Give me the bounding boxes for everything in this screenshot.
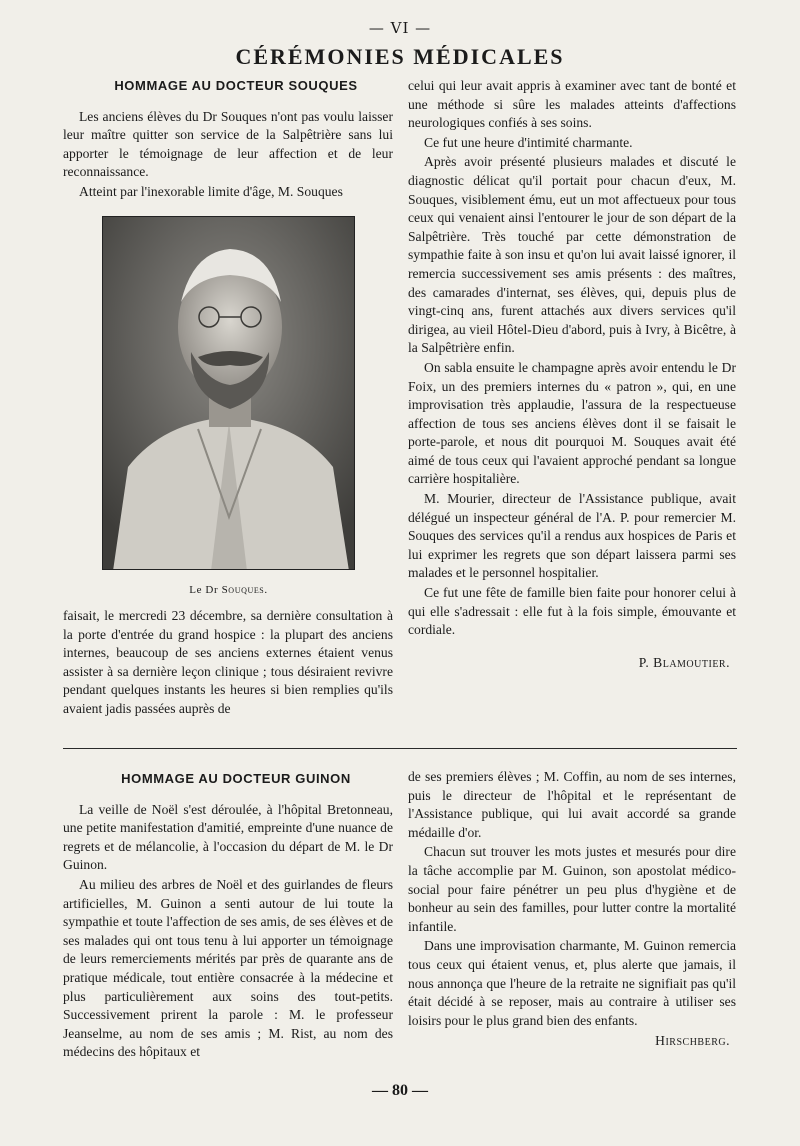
article2-paragraph-4: Dans une improvisation charmante, M. Guinon remercia tous ceux qui étaient venus, et, plus alerte que jamais, il nous annonça que l'heure de la retraite ne signifiait pas qu'il était décidé à se reposer, mais au contraire à utiliser ses loisirs pour le plus grand bien des enfants. <box>408 938 736 1028</box>
article1-paragraph-6: M. Mourier, directeur de l'Assistance publique, avait délégué un inspecteur général de l'A. P. pour remercier M. Souques des services qu'il a rendus aux hospices de Paris et lui exprimer les regrets que son départ laissera parmi ses malades et le personnel hospitalier. <box>408 491 736 581</box>
article1-paragraph-2-cont: faisait, le mercredi 23 décembre, sa dernière consultation à la porte d'entrée du grand hospice : la plupart des anciens internes, beaucoup de ses anciens externes étaient venus assister à sa dernière leçon clinique ; tous désiraient revivre pendant quelques instants les heures si bien remplies qu'ils avaient jadis passées auprès de <box>63 608 393 716</box>
page-folio-top: — VI — <box>368 19 432 37</box>
article1-heading: HOMMAGE AU DOCTEUR SOUQUES <box>114 78 358 93</box>
article1-paragraph-3: Ce fut une heure d'intimité charmante. <box>424 134 633 150</box>
article2-paragraph-2-cont: de ses premiers élèves ; M. Coffin, au nom de ses internes, puis le directeur de l'hôpital et le représentant de l'Assistance publique, qui lui avait accordé sa grande médaille d'or. <box>408 769 736 840</box>
article1-paragraph-2-start: Atteint par l'inexorable limite d'âge, M. Souques <box>79 183 343 199</box>
article1-paragraph-4: Après avoir présenté plusieurs malades et discuté le diagnostic délicat qu'il portait pour chacun d'eux, M. Souques, visiblement ému, eut un mot affectueux pour tous ceux qui venaient ainsi l'entourer le jour de son départ de la Salpêtrière. Très touché par cette démonstration de sympathie faite à son insu et qu'on lui avait laissé ignorer, il remercia successivement ses amis présents : des maîtres, des camarades d'internat, ses élèves, qui, depuis plus de vingt-cinq ans, furent attachés aux divers services qu'il dirigea, au vieil Hôtel-Dieu d'abord, puis à Ivry, à Bicêtre, à la Salpêtrière enfin. <box>408 154 736 356</box>
article2-right-column <box>408 768 736 1051</box>
article1-paragraph-5: On sabla ensuite le champagne après avoir entendu le Dr Foix, un des premiers internes du « patron », qui, en une improvisation très applaudie, l'assura de la respectueuse affection de tous ses anciens élèves dont il se faisait le porte-parole, et nous dit pourquoi M. Souques avait été aimé de tous ceux qui l'avaient approché pendant sa longue carrière hospitalière. <box>408 359 736 487</box>
page-number: — 80 — <box>372 1082 428 1099</box>
caption-name: Souques. <box>221 584 268 596</box>
article2-paragraph-2: Au milieu des arbres de Noël et des guirlandes de fleurs artificielles, M. Guinon a senti autour de lui toute la sympathie et toute l'affection de ses amis, de ses élèves et de ses malades qui ont tous tenu à lui apporter un témoignage de leurs remerciements mérités par près de quarante ans de pratique médicale, tout entière consacrée à la médecine et plus particulièrement aux soins des tout-petits. Successivement prirent la parole : M. le professeur Jeanselme, au nom de ses amis ; M. Rist, au nom des médecins des hôpitaux et <box>63 876 393 1060</box>
article1-paragraph-7: Ce fut une fête de famille bien faite pour honorer celui à qui elle s'adressait : elle fut à la fois simple, émouvante et cordiale. <box>408 585 736 638</box>
article1-paragraph-1: Les anciens élèves du Dr Souques n'ont pas voulu laisser leur maître quitter son service de la Salpêtrière sans lui apporter le témoignage de leur affection et de leur reconnaissance. <box>63 108 393 180</box>
article1-paragraph-2-end: celui qui leur avait appris à examiner avec tant de bonté et une méthode si sûre les malades atteints d'affections neurologiques confiés à ses soins. <box>408 78 736 131</box>
article2-signature: Hirschberg. <box>655 1033 730 1049</box>
caption-prefix: Le Dr <box>189 584 222 596</box>
article-divider <box>63 748 737 749</box>
article2-heading: HOMMAGE AU DOCTEUR GUINON <box>121 771 351 786</box>
article1-right-column <box>408 77 736 672</box>
portrait-caption <box>102 584 355 596</box>
article2-paragraph-1: La veille de Noël s'est déroulée, à l'hôpital Bretonneau, une petite manifestation d'amitié, empreinte d'une nuance de regrets et de mélancolie, à l'occasion du départ de M. le Dr Guinon. <box>63 801 393 873</box>
article1-left-lower <box>63 607 393 719</box>
portrait-photo <box>102 216 355 570</box>
portrait-drawing <box>103 217 355 570</box>
article2-paragraph-3: Chacun sut trouver les mots justes et mesurés pour dire la tâche accomplie par M. Guinon, son apostolat médico-social pour faire pénétrer un peu plus d'hygiène et de bonheur au sein des familles, pour lutter contre la mortalité infantile. <box>408 844 736 934</box>
article1-signature: P. Blamoutier. <box>638 654 730 670</box>
article1-left-upper <box>63 77 393 202</box>
page-title: CÉRÉMONIES MÉDICALES <box>235 44 565 69</box>
article2-left-column <box>63 770 393 1062</box>
